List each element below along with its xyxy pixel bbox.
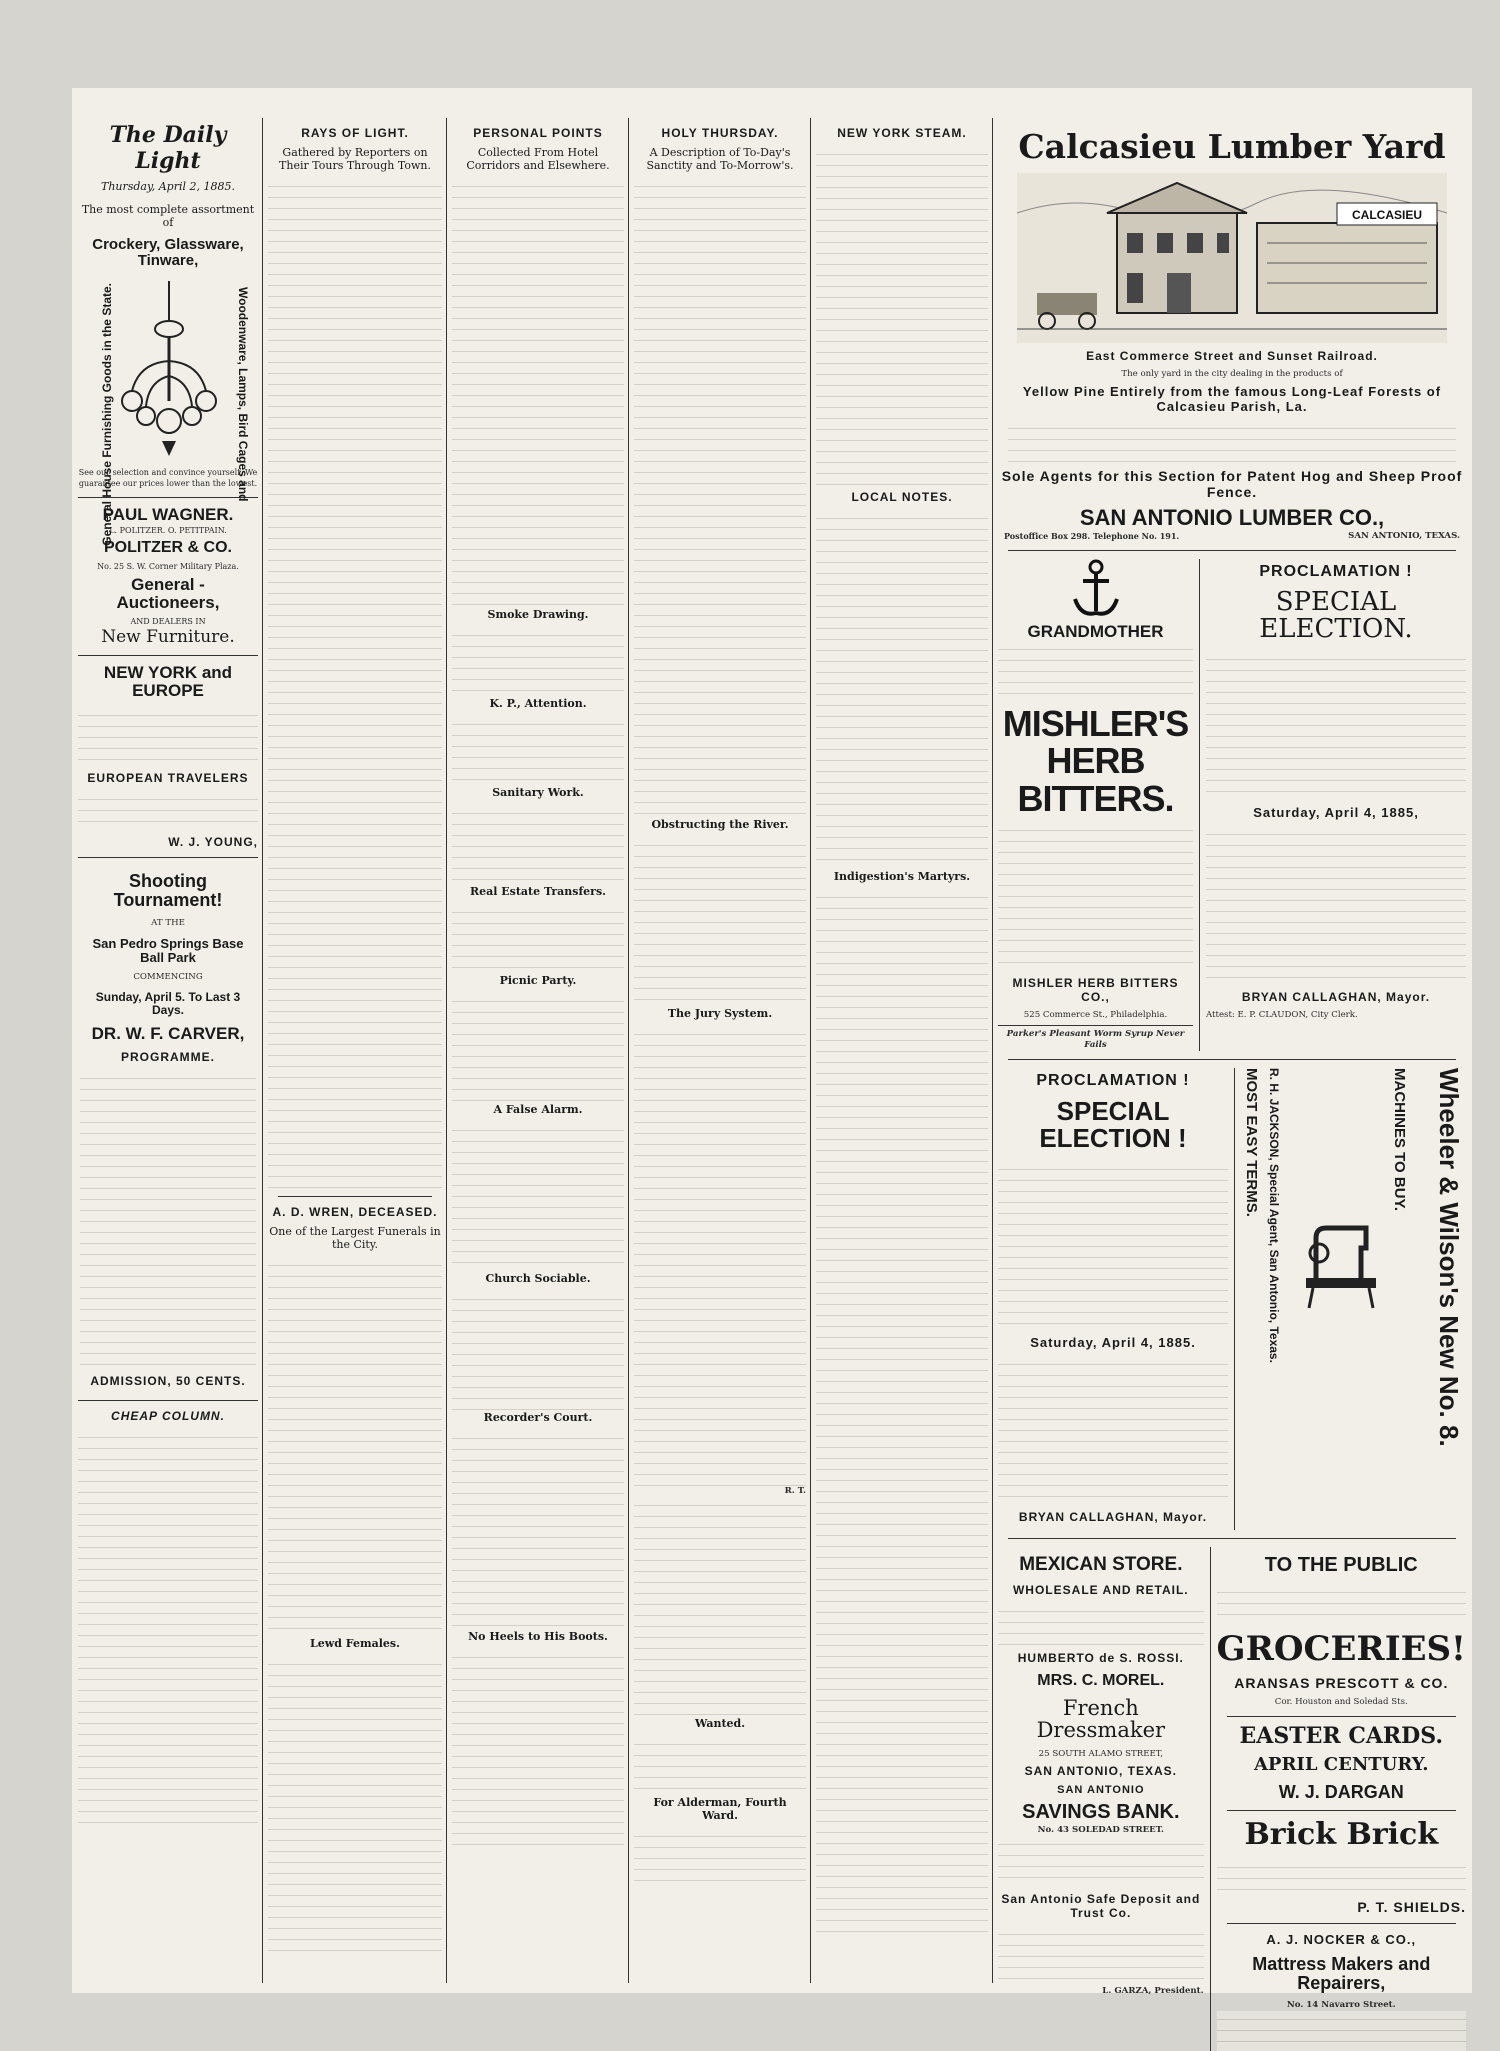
divider — [1227, 1716, 1456, 1717]
wren-heading: A. D. WREN, DECEASED. — [272, 1205, 438, 1219]
holy-body — [634, 178, 806, 818]
invite-text: See our selection and convince yourself. We guarantee our prices lower than the lowest. — [78, 467, 258, 488]
nocker-text — [1217, 2011, 1466, 2051]
morel-address: 25 SOUTH ALAMO STREET, — [1038, 1749, 1163, 1760]
election-text-1 — [1206, 651, 1466, 801]
groceries: GROCERIES! — [1216, 1628, 1466, 1669]
tournament-headline: Shooting Tournament! — [113, 871, 223, 911]
grandmother-logo — [998, 559, 1193, 641]
grandmother-text — [998, 641, 1193, 701]
brick-brick: Brick Brick — [1244, 1817, 1439, 1853]
divider — [1008, 550, 1456, 551]
divider — [278, 1196, 432, 1197]
sewing-machine-icon — [1301, 1218, 1381, 1308]
aransas-address: Cor. Houston and Soledad Sts. — [1274, 1697, 1408, 1708]
column-3 — [452, 122, 624, 1983]
election-details-1 — [1206, 826, 1466, 986]
savings-text — [998, 1836, 1204, 1888]
firm-name: PAUL WAGNER. — [102, 504, 234, 524]
attest-1: Attest: E. P. CLAUDON, City Clerk. — [1206, 1010, 1358, 1021]
smoke-heading: Smoke Drawing. — [487, 608, 589, 621]
election-date-1: Saturday, April 4, 1885, — [1253, 805, 1419, 821]
wren-body — [268, 1257, 442, 1637]
election-details-2 — [998, 1356, 1228, 1506]
special-election-1: SPECIAL ELECTION. — [1259, 586, 1413, 645]
divider — [1008, 1059, 1456, 1060]
masthead-date: Thursday, April 2, 1885. — [100, 180, 235, 193]
lumber-only: The only yard in the city dealing in the products of — [1121, 368, 1343, 379]
at-the: AT THE — [151, 918, 185, 929]
jury-signature: R. T. — [784, 1486, 806, 1496]
lumber-pine: Yellow Pine Entirely from the famous Long-Leaf Forests of Calcasieu Parish, La. — [1022, 383, 1442, 414]
mattress-makers: Mattress Makers and Repairers, — [1252, 1953, 1431, 1993]
church-body — [452, 1291, 624, 1411]
savings-address: No. 43 SOLEDAD STREET. — [1037, 1825, 1164, 1836]
tournament-dates: Sunday, April 5. To Last 3 Days. — [95, 990, 241, 1018]
lewd-body — [268, 1656, 442, 1956]
safe-text — [998, 1926, 1204, 1986]
admission: ADMISSION, 50 CENTS. — [90, 1374, 246, 1389]
politzer-name: POLITZER & CO. — [104, 539, 232, 557]
jackson-agent: R. H. JACKSON, Special Agent, San Antonio, Texas. — [1267, 1067, 1281, 1363]
election-date-2: Saturday, April 4, 1885. — [1030, 1334, 1196, 1350]
cheap-column-heading: CHEAP COLUMN. — [111, 1409, 225, 1424]
lumber-footer — [998, 531, 1466, 542]
column-rule — [810, 118, 811, 1983]
divider — [1227, 1923, 1456, 1924]
side-text-right: Woodenware, Lamps, Bird Cages and — [236, 286, 250, 501]
jury-body — [634, 1026, 806, 1486]
aransas: ARANSAS PRESCOTT & CO. — [1234, 1675, 1449, 1692]
newspaper-page — [72, 88, 1472, 2011]
april-century: APRIL CENTURY. — [1253, 1754, 1429, 1776]
wheeler-wilson: Wheeler & Wilson's New No. 8. — [1434, 1067, 1464, 1447]
classified-ads — [78, 1429, 258, 1829]
picnic-heading: Picnic Party. — [499, 974, 577, 987]
holy-heading: HOLY THURSDAY. — [661, 126, 779, 140]
lumber-city: SAN ANTONIO, TEXAS. — [1348, 530, 1460, 541]
rays-subhead: Gathered by Reporters on Their Tours Through Town. — [279, 146, 431, 172]
column-rule — [1210, 1547, 1211, 2051]
local-heading: LOCAL NOTES. — [851, 490, 953, 504]
column-rule — [1199, 559, 1200, 1051]
column-2 — [268, 122, 442, 1983]
rays-heading: RAYS OF LIGHT. — [301, 126, 409, 140]
tournament-ad — [78, 857, 258, 1401]
alderman-body — [634, 1828, 806, 1888]
heels-heading: No Heels to His Boots. — [468, 1630, 608, 1643]
venue: San Pedro Springs Base Ball Park — [92, 936, 244, 965]
divider — [1008, 1538, 1456, 1539]
mayor-1: BRYAN CALLAGHAN, Mayor. — [1241, 990, 1431, 1005]
recorder-body — [452, 1430, 624, 1630]
proclamation-1: PROCLAMATION ! — [1259, 562, 1413, 580]
mishler-text — [998, 822, 1193, 972]
mishler-company: MISHLER HERB BITTERS CO., — [1012, 975, 1179, 1004]
column-6-ads — [998, 122, 1466, 2011]
lumber-yard-illustration — [1017, 173, 1447, 343]
ads-row-2 — [998, 1068, 1466, 1530]
parker-ad: Parker's Pleasant Worm Syrup Never Fails — [998, 1025, 1193, 1051]
programme-list — [80, 1070, 256, 1370]
side-text-left: General House Furnishing Goods in the State. — [100, 282, 114, 546]
new-furniture: New Furniture. — [101, 626, 235, 647]
divider — [1227, 1810, 1456, 1811]
sanitary-body — [452, 805, 624, 885]
nysteam-body — [816, 146, 988, 486]
column-rule — [628, 118, 629, 1983]
programme: PROGRAMME. — [121, 1050, 215, 1065]
wholesale: WHOLESALE AND RETAIL. — [1012, 1582, 1189, 1597]
election-notice-2 — [998, 1068, 1228, 1530]
recorder-heading: Recorder's Court. — [483, 1411, 593, 1424]
mishler-ad — [998, 559, 1193, 1051]
election-text-2 — [998, 1161, 1228, 1331]
wanted-body — [634, 1736, 806, 1796]
easter-cards: EASTER CARDS. — [1239, 1723, 1444, 1750]
realestate-heading: Real Estate Transfers. — [469, 885, 607, 898]
lumber-sole: Sole Agents for this Section for Patent Hog and Sheep Proof Fence. — [1001, 467, 1463, 500]
public-text — [1217, 1584, 1466, 1624]
ny-europe-headline: NEW YORK and EUROPE — [103, 662, 233, 700]
personal-heading: PERSONAL POINTS — [473, 126, 603, 140]
ads-right-stack — [1217, 1547, 1466, 2051]
lumber-company: SAN ANTONIO LUMBER CO., — [1079, 504, 1385, 530]
column-1 — [78, 122, 258, 1983]
to-the-public: TO THE PUBLIC — [1264, 1553, 1418, 1576]
column-rule — [1234, 1068, 1235, 1530]
column-rule — [262, 118, 263, 1983]
dealers-in: AND DEALERS IN — [130, 616, 206, 626]
commencing: COMMENCING — [133, 972, 203, 983]
politzer-address: No. 25 S. W. Corner Military Plaza. — [97, 562, 239, 572]
grandmother-title: GRANDMOTHER — [1027, 621, 1164, 641]
savings-bank: SAVINGS BANK. — [1022, 1801, 1180, 1824]
ads-row-1 — [998, 559, 1466, 1051]
wanted-heading: Wanted. — [694, 1717, 746, 1730]
personal-body — [452, 178, 624, 608]
mayor-2: BRYAN CALLAGHAN, Mayor. — [1018, 1509, 1208, 1524]
column-rule — [446, 118, 447, 1983]
lumber-po: Postoffice Box 298. Telephone No. 191. — [1004, 530, 1180, 541]
notices-body — [634, 1497, 806, 1717]
local-body — [816, 510, 988, 870]
lewd-heading: Lewd Females. — [310, 1637, 400, 1650]
picnic-body — [452, 993, 624, 1103]
travelers-heading: EUROPEAN TRAVELERS — [87, 771, 249, 786]
proclamation-2: PROCLAMATION ! — [1036, 1071, 1190, 1089]
wren-subhead: One of the Largest Funerals in the City. — [269, 1225, 441, 1251]
election-notice-1 — [1206, 559, 1466, 1051]
easy-terms: MOST EASY TERMS. — [1243, 1067, 1260, 1217]
mexican-text — [998, 1603, 1204, 1647]
column-rule — [992, 118, 993, 1983]
heels-body — [452, 1649, 624, 1849]
brick-text — [1217, 1859, 1466, 1895]
agent-name: W. J. YOUNG, — [168, 835, 258, 850]
lumber-address: East Commerce Street and Sunset Railroad. — [1086, 348, 1378, 363]
alarm-heading: A False Alarm. — [493, 1103, 583, 1116]
holy-subhead: A Description of To-Day's Sanctity and To-Morrow's. — [646, 146, 794, 172]
masthead-title: The Daily Light — [109, 122, 227, 174]
shields: P. T. SHIELDS. — [1357, 1898, 1466, 1915]
machines-to-buy: MACHINES TO BUY. — [1391, 1067, 1408, 1212]
morel-name: MRS. C. MOREL. — [1037, 1671, 1165, 1689]
nocker-address: No. 14 Navarro Street. — [1286, 2000, 1396, 2011]
sanitary-heading: Sanitary Work. — [492, 786, 584, 799]
smoke-body — [452, 627, 624, 697]
crockery-headline: Crockery, Glassware, Tinware, — [92, 236, 244, 269]
river-heading: Obstructing the River. — [651, 818, 789, 831]
kp-heading: K. P., Attention. — [489, 697, 587, 710]
mishler-address: 525 Commerce St., Philadelphia. — [1023, 1009, 1168, 1020]
martyrs-body — [816, 889, 988, 1939]
travelers-text — [78, 791, 258, 831]
lumber-products — [1008, 420, 1456, 464]
firm-partners: L. POLITZER. O. PETITPAIN. — [109, 526, 227, 536]
river-body — [634, 837, 806, 1007]
lumber-title: Calcasieu Lumber Yard — [1018, 127, 1446, 166]
nocker: A. J. NOCKER & CO., — [1266, 1931, 1417, 1947]
alderman-heading: For Alderman, Fourth Ward. — [653, 1796, 787, 1822]
realestate-body — [452, 904, 624, 974]
special-election-2: SPECIAL ELECTION ! — [1039, 1095, 1187, 1154]
sewing-machine-ad — [1241, 1068, 1466, 1508]
dressmaker: French Dressmaker — [1036, 1696, 1166, 1743]
church-heading: Church Sociable. — [485, 1272, 591, 1285]
personal-subhead: Collected From Hotel Corridors and Elsewhere. — [466, 146, 610, 172]
anchor-icon — [1071, 559, 1121, 619]
martyrs-heading: Indigestion's Martyrs. — [833, 870, 971, 883]
humberto: HUMBERTO de S. ROSSI. — [1017, 1650, 1184, 1665]
morel-city: SAN ANTONIO, TEXAS. — [1024, 1764, 1177, 1779]
rays-body — [268, 178, 442, 1188]
ad-intro: The most complete assortment of — [81, 203, 255, 229]
auctioneers: General - Auctioneers, — [116, 575, 220, 612]
shooter-name: DR. W. F. CARVER, — [91, 1023, 245, 1043]
dargan: W. J. DARGAN — [1278, 1782, 1404, 1803]
jury-heading: The Jury System. — [667, 1007, 773, 1020]
mishler-title: MISHLER'S HERB BITTERS. — [1002, 702, 1189, 820]
column-5 — [816, 122, 988, 1983]
nysteam-heading: NEW YORK STEAM. — [837, 126, 967, 140]
column-4 — [634, 122, 806, 1983]
steamship-text — [78, 707, 258, 767]
ads-left-stack — [998, 1547, 1204, 2051]
safe-deposit: San Antonio Safe Deposit and Trust Co. — [1001, 1892, 1201, 1921]
savings-city: SAN ANTONIO — [1057, 1784, 1145, 1797]
building-sign: CALCASIEU — [1351, 207, 1423, 222]
ads-row-3 — [998, 1547, 1466, 2051]
garza: L. GARZA, President. — [1102, 1986, 1204, 1997]
kp-body — [452, 716, 624, 786]
chandelier-icon — [114, 281, 224, 461]
mexican-store: MEXICAN STORE. — [1019, 1553, 1183, 1575]
alarm-body — [452, 1122, 624, 1272]
